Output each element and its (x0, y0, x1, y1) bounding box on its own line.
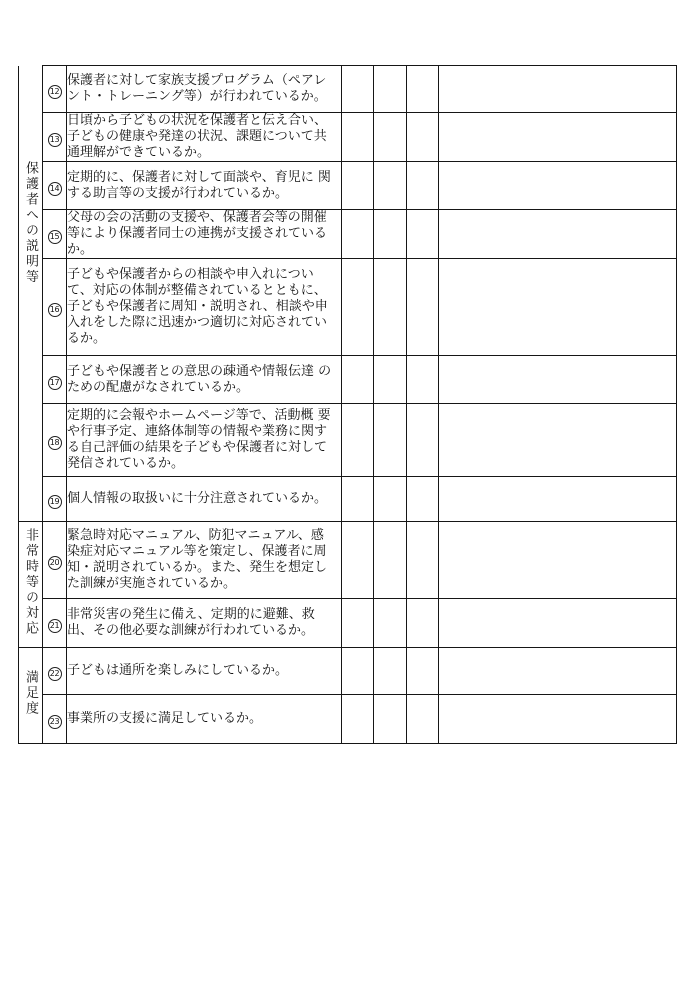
item-number-cell (43, 599, 67, 648)
item-number: 18 (48, 436, 62, 450)
answer-column-3-cell (407, 162, 439, 210)
item-number: 14 (48, 182, 62, 196)
answer-column-3-cell (407, 404, 439, 477)
item-number-cell (43, 356, 67, 404)
answer-column-2-cell (374, 356, 407, 404)
question-line: 発信されているか。 (67, 456, 185, 471)
answer-column-2-cell (374, 162, 407, 210)
question-line: 非常災害の発生に備え、定期的に避難、救 (67, 607, 315, 622)
question-text (67, 695, 342, 744)
category-cell (19, 522, 43, 648)
table-row (19, 477, 677, 522)
comment-cell (439, 599, 677, 648)
table-row (19, 648, 677, 695)
question-line: ための配慮がなされているか。 (67, 379, 250, 395)
answer-column-1-cell (342, 259, 374, 356)
answer-column-3-cell (407, 477, 439, 522)
question-line: た訓練が実施されているか。 (67, 576, 237, 591)
question-text (67, 162, 342, 210)
answer-column-2-cell (374, 404, 407, 477)
answer-column-1-cell (342, 113, 374, 162)
question-line: 子どもや保護者からの相談や申入れについ (67, 267, 314, 282)
question-line: 定期的に、保護者に対して面談や、育児に 関 (67, 169, 331, 185)
answer-column-2-cell (374, 210, 407, 259)
question-line: 染症対応マニュアル等を策定し、保護者に周 (67, 544, 327, 559)
question-line: 定期的に会報やホームページ等で、活動概 要 (67, 408, 331, 423)
question-text (67, 648, 342, 695)
question-text (67, 356, 342, 404)
comment-cell (439, 477, 677, 522)
item-number-cell (43, 522, 67, 599)
question-text (67, 477, 342, 522)
table-row (19, 162, 677, 210)
evaluation-table (18, 65, 677, 744)
answer-column-3-cell (407, 259, 439, 356)
question-line: 個人情報の取扱いに十分注意されているか。 (67, 491, 328, 506)
question-line: る自己評価の結果を子どもや保護者に対して (67, 440, 328, 455)
answer-column-3-cell (407, 522, 439, 599)
item-number-cell (43, 66, 67, 113)
answer-column-2-cell (374, 599, 407, 648)
item-number: 16 (48, 303, 62, 317)
question-line: ント・トレーニング等）が行われているか。 (67, 89, 327, 104)
table-row (19, 522, 677, 599)
answer-column-2-cell (374, 522, 407, 599)
answer-column-1-cell (342, 66, 374, 113)
item-number: 12 (48, 85, 62, 99)
question-text (67, 113, 342, 162)
comment-cell (439, 356, 677, 404)
item-number-cell (43, 648, 67, 695)
question-line: か。 (67, 242, 94, 257)
answer-column-2-cell (374, 66, 407, 113)
question-line: 緊急時対応マニュアル、防犯マニュアル、感 (67, 528, 324, 543)
answer-column-1-cell (342, 404, 374, 477)
answer-column-2-cell (374, 113, 407, 162)
answer-column-2-cell (374, 648, 407, 695)
item-number-cell (43, 404, 67, 477)
answer-column-3-cell (407, 648, 439, 695)
item-number: 22 (48, 667, 62, 681)
answer-column-2-cell (374, 695, 407, 744)
answer-column-1-cell (342, 599, 374, 648)
item-number: 23 (48, 715, 62, 729)
answer-column-3-cell (407, 695, 439, 744)
table-row (19, 259, 677, 356)
answer-column-1-cell (342, 162, 374, 210)
category-cell (19, 648, 43, 744)
item-number-cell (43, 477, 67, 522)
answer-column-2-cell (374, 477, 407, 522)
table-row (19, 66, 677, 113)
question-line: 保護者に対して家族支援プログラム（ペアレ (67, 73, 327, 88)
question-line: 事業所の支援に満足しているか。 (67, 711, 263, 726)
item-number: 15 (48, 230, 62, 244)
item-number-cell (43, 210, 67, 259)
answer-column-3-cell (407, 599, 439, 648)
item-number-cell (43, 259, 67, 356)
table-row (19, 404, 677, 477)
comment-cell (439, 162, 677, 210)
table-row (19, 695, 677, 744)
comment-cell (439, 66, 677, 113)
item-number-cell (43, 695, 67, 744)
item-number: 21 (48, 619, 62, 633)
question-line: や行事予定、連絡体制等の情報や業務に関す (67, 424, 328, 439)
comment-cell (439, 404, 677, 477)
question-line: 通理解ができているか。 (67, 145, 211, 160)
item-number: 17 (48, 376, 62, 390)
category-label: 非常時等の対応 (23, 528, 38, 637)
item-number-cell (43, 162, 67, 210)
answer-column-2-cell (374, 259, 407, 356)
question-text (67, 210, 342, 259)
category-label: 満足度 (23, 670, 38, 717)
answer-column-3-cell (407, 66, 439, 113)
question-line: 入れをした際に迅速かつ適切に対応されてい (67, 315, 328, 330)
answer-column-3-cell (407, 210, 439, 259)
question-text (67, 404, 342, 477)
answer-column-1-cell (342, 356, 374, 404)
comment-cell (439, 259, 677, 356)
question-text (67, 66, 342, 113)
comment-cell (439, 210, 677, 259)
evaluation-table-body (19, 66, 677, 744)
answer-column-1-cell (342, 210, 374, 259)
question-line: 父母の会の活動の支援や、保護者会等の開催 (67, 210, 327, 225)
item-number-cell (43, 113, 67, 162)
question-line: 等により保護者同士の連携が支援されている (67, 226, 328, 241)
table-row (19, 210, 677, 259)
question-line: 出、その他必要な訓練が行われているか。 (67, 623, 315, 638)
question-line: て、対応の体制が整備されているとともに、 (67, 283, 327, 298)
answer-column-1-cell (342, 522, 374, 599)
category-cell (19, 66, 43, 522)
answer-column-1-cell (342, 695, 374, 744)
question-line: 日頃から子どもの状況を保護者と伝え合い、 (67, 113, 328, 128)
answer-column-1-cell (342, 648, 374, 695)
question-text (67, 259, 342, 356)
question-line: 子どもや保護者に周知・説明され、相談や申 (67, 299, 328, 314)
table-row (19, 356, 677, 404)
answer-column-1-cell (342, 477, 374, 522)
comment-cell (439, 695, 677, 744)
answer-column-3-cell (407, 356, 439, 404)
comment-cell (439, 113, 677, 162)
question-line: 知・説明されているか。また、発生を想定し (67, 560, 328, 575)
question-text (67, 599, 342, 648)
question-line: 子どもの健康や発達の状況、課題について共 (67, 129, 327, 144)
category-label: 保護者への説明等 (23, 160, 38, 285)
item-number: 19 (48, 495, 62, 509)
table-row (19, 113, 677, 162)
question-line: るか。 (67, 331, 107, 346)
item-number: 13 (48, 133, 62, 147)
table-row (19, 599, 677, 648)
comment-cell (439, 648, 677, 695)
question-line: する助言等の支援が行われているか。 (67, 185, 289, 201)
item-number: 20 (48, 556, 62, 570)
question-text (67, 522, 342, 599)
answer-column-3-cell (407, 113, 439, 162)
question-line: 子どもや保護者との意思の疎通や情報伝達 の (67, 363, 332, 379)
comment-cell (439, 522, 677, 599)
question-line: 子どもは通所を楽しみにしているか。 (67, 663, 289, 678)
